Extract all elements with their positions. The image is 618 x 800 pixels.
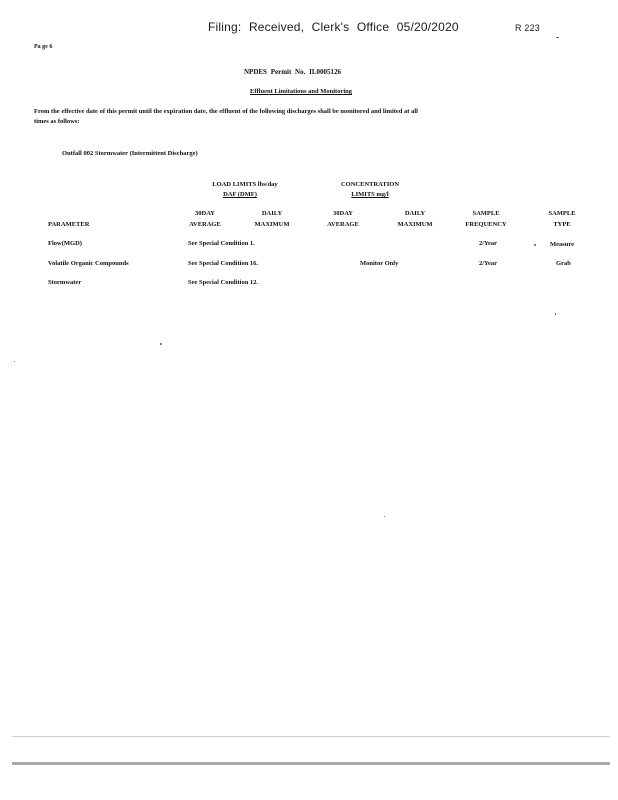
filing-stamp: Filing: Received, Clerk's Office 05/20/2020 — [208, 20, 459, 34]
col-header-conc-daily: DAILY — [404, 210, 426, 217]
intro-text-line-2: times as follows: — [34, 118, 80, 125]
section-title: Effluent Limitations and Monitoring — [250, 88, 353, 95]
col-header-load-daily: DAILY — [261, 210, 283, 217]
col-header-sample-type: SAMPLE — [548, 210, 576, 217]
scan-speck — [384, 516, 385, 517]
col-header-load-30day: 30DAY — [195, 210, 215, 217]
load-limits-heading: LOAD LIMITS lbs/day — [212, 181, 278, 188]
page-number: Pa ge 6 — [34, 44, 53, 50]
scan-edge-line — [12, 762, 610, 765]
permit-title: NPDES Permit No. IL0005126 — [244, 68, 341, 76]
col-header-conc-30day: 30DAY — [333, 210, 353, 217]
scan-speck — [555, 313, 556, 315]
table-row-sample-type: Grab — [556, 260, 571, 267]
scan-speck — [556, 37, 559, 38]
col-header-frequency: FREQUENCY — [465, 221, 507, 228]
col-header-conc-average: AVERAGE — [327, 221, 359, 228]
col-header-type: TYPE — [553, 221, 571, 228]
col-header-sample: SAMPLE — [472, 210, 500, 217]
col-header-conc-maximum: MAXIMUM — [397, 221, 433, 228]
table-row-load-limit: See Special Condition 16. — [188, 260, 259, 267]
scan-speck — [160, 343, 162, 345]
page-reference: R 223 — [515, 23, 541, 33]
table-row-frequency: 2/Year — [479, 260, 498, 267]
table-row-parameter: Flow(MGD) — [48, 240, 82, 247]
load-limits-subheading: DAF (DMF) — [223, 191, 257, 198]
col-header-load-average: AVERAGE — [189, 221, 221, 228]
outfall-label: Outfall 002 Stormwater (Intermittent Discharge) — [62, 150, 198, 157]
table-row-parameter: Stormwater — [48, 279, 82, 286]
table-row-frequency: 2/Year — [479, 240, 498, 247]
scan-edge-line — [12, 736, 610, 737]
concentration-subheading: LIMITS mg/l — [351, 191, 389, 198]
table-row-parameter: Volatile Organic Compounds — [48, 260, 129, 267]
col-header-load-maximum: MAXIMUM — [254, 221, 290, 228]
table-row-load-limit: See Special Condition 1. — [188, 240, 255, 247]
concentration-heading: CONCENTRATION — [340, 181, 400, 188]
table-row-load-limit: See Special Condition 12. — [188, 279, 259, 286]
scan-speck — [534, 244, 536, 246]
intro-text-line-1: From the effective date of this permit until the expiration date, the effluent of the following discharges shall be monitored and limited at all — [34, 108, 418, 115]
table-row-concentration: Monitor Only — [360, 260, 399, 267]
scan-speck — [14, 361, 15, 362]
col-header-parameter: PARAMETER — [48, 221, 90, 228]
table-row-sample-type: Measure — [550, 241, 575, 248]
